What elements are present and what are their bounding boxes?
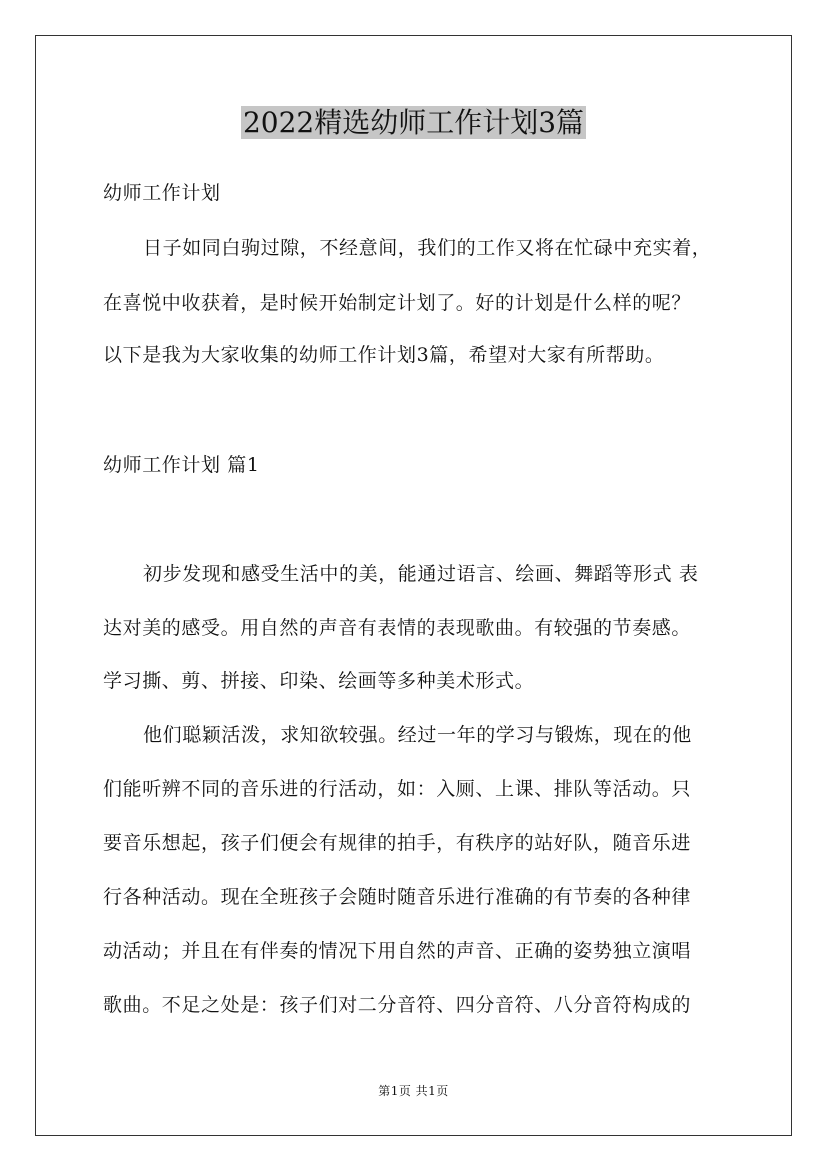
intro-line: 日子如同白驹过隙，不经意间，我们的工作又将在忙碌中充实着， bbox=[143, 237, 712, 259]
intro-line: 在喜悦中收获着，是时候开始制定计划了。好的计划是什么样的呢？ bbox=[103, 292, 692, 314]
subtitle: 幼师工作计划 bbox=[103, 182, 221, 204]
paragraph-line: 动活动；并且在有伴奏的情况下用自然的声音、正确的姿势独立演唱 bbox=[103, 940, 692, 962]
document-title bbox=[0, 103, 827, 143]
paragraph-line: 达对美的感受。用自然的声音有表情的表现歌曲。有较强的节奏感。 bbox=[103, 617, 692, 639]
document-title-text: 2022精选幼师工作计划3篇 bbox=[242, 106, 585, 139]
paragraph-line: 们能听辨不同的音乐进的行活动，如：入厕、上课、排队等活动。只 bbox=[103, 778, 692, 800]
paragraph-line: 要音乐想起，孩子们便会有规律的拍手，有秩序的站好队，随音乐进 bbox=[103, 832, 692, 854]
paragraph-line: 行各种活动。现在全班孩子会随时随音乐进行准确的有节奏的各种律 bbox=[103, 886, 692, 908]
paragraph-line: 学习撕、剪、拼接、印染、绘画等多种美术形式。 bbox=[103, 670, 535, 692]
page-number-footer: 第1页 共1页 bbox=[378, 1084, 449, 1098]
section-heading: 幼师工作计划 篇1 bbox=[103, 454, 260, 476]
intro-line: 以下是我为大家收集的幼师工作计划3篇，希望对大家有所帮助。 bbox=[103, 344, 665, 366]
paragraph-line: 他们聪颖活泼，求知欲较强。经过一年的学习与锻炼，现在的他 bbox=[143, 724, 692, 746]
paragraph-line: 初步发现和感受生活中的美，能通过语言、绘画、舞蹈等形式 表 bbox=[143, 563, 699, 585]
paragraph-line: 歌曲。不足之处是：孩子们对二分音符、四分音符、八分音符构成的 bbox=[103, 994, 692, 1016]
